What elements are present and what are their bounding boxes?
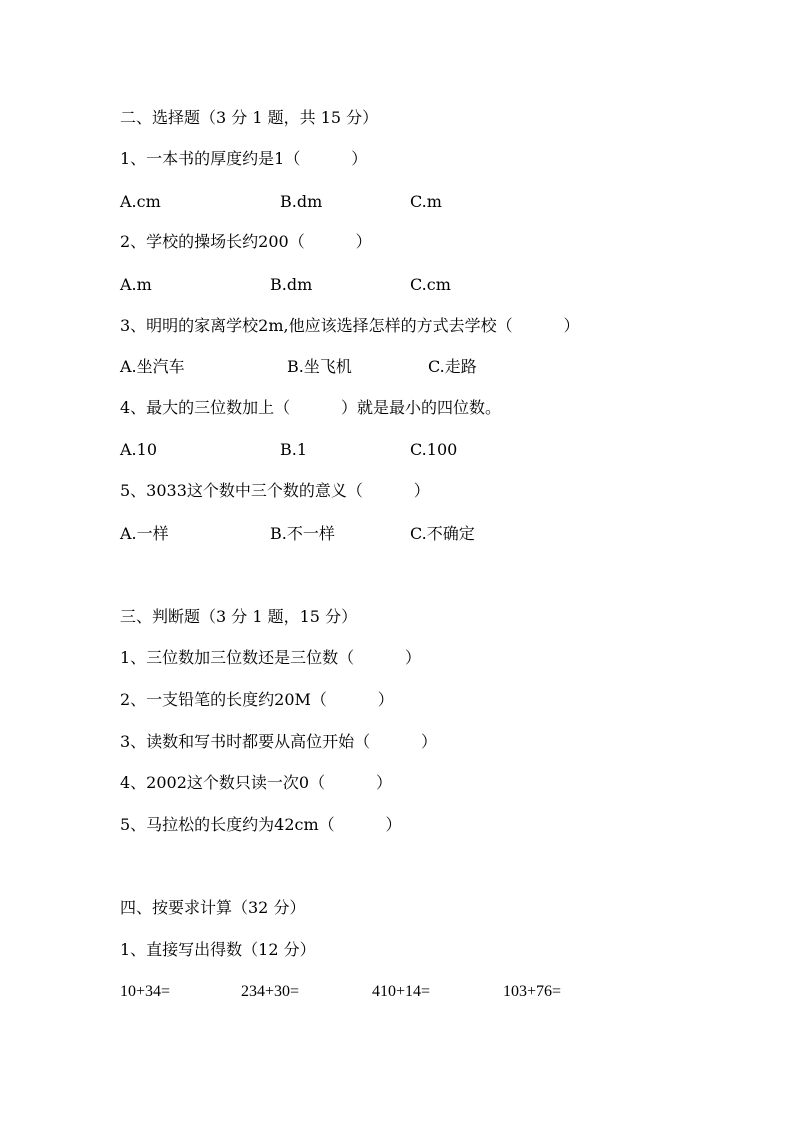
choice-3-option-a: A.坐汽车 [120, 357, 185, 376]
choice-question-2: 2、学校的操场长约200（ ） [120, 232, 372, 251]
calculation-subheading: 1、直接写出得数（12 分） [120, 940, 316, 959]
calc-item-4: 103+76= [503, 983, 562, 1000]
judgement-item-3: 3、读数和写书时都要从高位开始（ ） [120, 732, 438, 751]
section-heading-calculation: 四、按要求计算（32 分） [120, 898, 306, 917]
choice-5-option-c: C.不确定 [410, 524, 475, 543]
judgement-item-1: 1、三位数加三位数还是三位数（ ） [120, 648, 422, 667]
choice-3-option-b: B.坐飞机 [287, 357, 352, 376]
choice-4-option-c: C.100 [410, 440, 458, 459]
choice-question-4: 4、最大的三位数加上（ ）就是最小的四位数。 [120, 398, 502, 417]
judgement-item-4: 4、2002这个数只读一次0（ ） [120, 773, 392, 792]
section-heading-choice: 二、选择题（3 分 1 题，共 15 分） [120, 108, 379, 127]
calc-item-3: 410+14= [372, 983, 431, 1000]
choice-5-option-b: B.不一样 [270, 524, 335, 543]
choice-question-3: 3、明明的家离学校2m,他应该选择怎样的方式去学校（ ） [120, 316, 580, 335]
choice-3-option-c: C.走路 [428, 357, 477, 376]
calc-item-2: 234+30= [241, 983, 300, 1000]
section-heading-judgement: 三、判断题（3 分 1 题，15 分） [120, 607, 358, 626]
choice-5-option-a: A.一样 [120, 524, 169, 543]
calc-item-1: 10+34= [120, 983, 171, 1000]
judgement-item-5: 5、马拉松的长度约为42cm（ ） [120, 815, 402, 834]
choice-4-option-a: A.10 [120, 440, 157, 459]
choice-2-option-b: B.dm [270, 275, 313, 294]
choice-question-5: 5、3033这个数中三个数的意义（ ） [120, 481, 430, 500]
choice-2-option-a: A.m [120, 275, 152, 294]
choice-4-option-b: B.1 [280, 440, 308, 459]
choice-1-option-c: C.m [410, 192, 442, 211]
choice-question-1: 1、一本书的厚度约是1（ ） [120, 149, 368, 168]
choice-1-option-a: A.cm [120, 192, 161, 211]
choice-1-option-b: B.dm [280, 192, 323, 211]
choice-2-option-c: C.cm [410, 275, 451, 294]
judgement-item-2: 2、一支铅笔的长度约20M（ ） [120, 690, 394, 709]
